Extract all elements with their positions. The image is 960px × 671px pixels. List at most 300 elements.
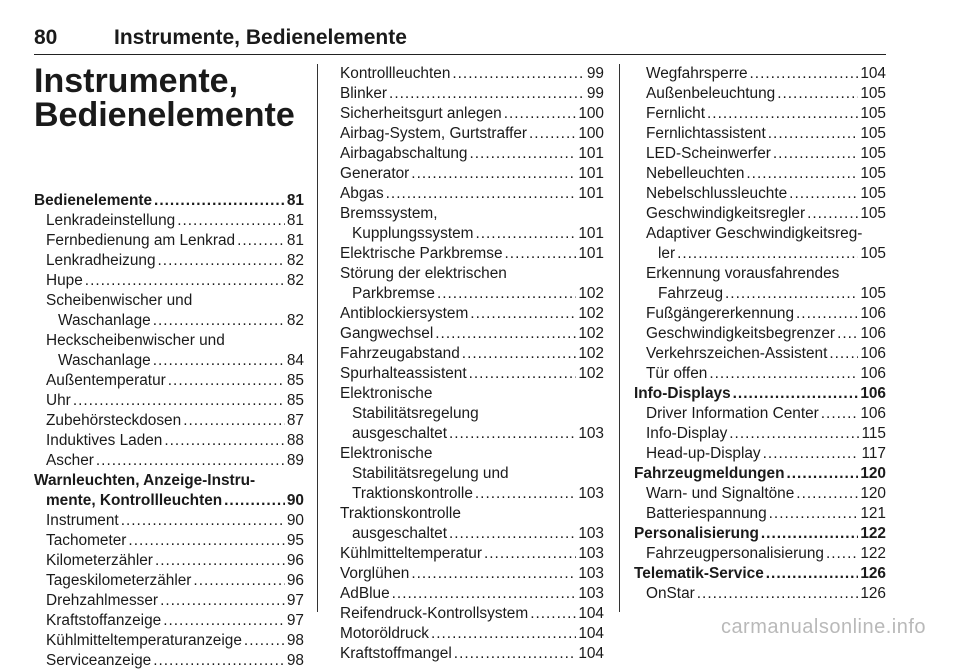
dot-leader xyxy=(763,444,860,464)
toc-entry-text: Info-Display xyxy=(646,425,728,442)
dot-leader xyxy=(389,84,585,104)
toc-page-number: 117 xyxy=(861,445,886,462)
toc-page-number: 104 xyxy=(578,645,604,662)
dot-leader xyxy=(529,124,576,144)
toc-entry[interactable] xyxy=(34,331,304,371)
toc-page-number: 96 xyxy=(286,552,304,569)
toc-entry-text: Traktionskontrolle xyxy=(352,485,473,502)
toc-entry-text: Nebelschlussleuchte xyxy=(646,185,788,202)
dot-leader xyxy=(183,411,285,431)
toc-entry[interactable] xyxy=(634,344,886,364)
dot-leader xyxy=(244,631,285,651)
toc-page-number: 105 xyxy=(860,185,886,202)
toc-page-number: 82 xyxy=(286,312,304,329)
toc-entry[interactable] xyxy=(340,244,604,264)
dot-leader xyxy=(177,211,285,231)
dot-leader xyxy=(470,144,577,164)
dot-leader xyxy=(449,524,576,544)
toc-entry[interactable] xyxy=(340,584,604,604)
toc-entry[interactable] xyxy=(340,444,604,504)
toc-entry-text: Bedienelemente xyxy=(34,192,153,209)
toc-entry-text: Reifendruck-Kontrollsystem xyxy=(340,605,529,622)
toc-entry[interactable] xyxy=(34,611,304,631)
toc-entry-text: Generator xyxy=(340,165,410,182)
dot-leader xyxy=(787,464,859,484)
toc-page-number: 96 xyxy=(286,572,304,589)
toc-entry-text: Induktives Laden xyxy=(46,432,163,449)
toc-entry[interactable] xyxy=(340,544,604,564)
toc-entry-text: OnStar xyxy=(646,585,695,602)
toc-column-3 xyxy=(634,64,886,604)
dot-leader xyxy=(475,224,576,244)
toc-page-number: 101 xyxy=(578,225,604,242)
toc-page-number: 115 xyxy=(861,425,886,442)
toc-entry[interactable] xyxy=(634,264,886,304)
toc-entry[interactable] xyxy=(340,564,604,584)
toc-page-number: 101 xyxy=(578,185,604,202)
toc-entry[interactable] xyxy=(34,271,304,291)
toc-entry-text: ler xyxy=(658,245,676,262)
toc-entry-text: Nebelleuchten xyxy=(646,165,745,182)
toc-section-entry[interactable] xyxy=(634,564,886,584)
dot-leader xyxy=(392,584,577,604)
toc-page-number: 100 xyxy=(578,125,604,142)
toc-page-number: 102 xyxy=(578,365,604,382)
dot-leader xyxy=(411,164,576,184)
toc-entry-text: Info-Displays xyxy=(634,385,731,402)
dot-leader xyxy=(470,304,576,324)
toc-entry[interactable] xyxy=(340,644,604,664)
toc-entry[interactable] xyxy=(634,544,886,564)
toc-entry[interactable] xyxy=(634,144,886,164)
toc-page-number: 98 xyxy=(286,652,304,669)
toc-page-number: 81 xyxy=(286,192,304,209)
toc-page-number: 105 xyxy=(860,205,886,222)
dot-leader xyxy=(452,64,585,84)
toc-section-entry[interactable] xyxy=(634,464,886,484)
toc-entry-text: Kraftstoffanzeige xyxy=(46,612,162,629)
toc-entry[interactable] xyxy=(634,504,886,524)
toc-entry-text: Abgas xyxy=(340,185,384,202)
dot-leader xyxy=(153,351,285,371)
toc-page-number: 101 xyxy=(578,245,604,262)
toc-entry-text: AdBlue xyxy=(340,585,390,602)
toc-entry-text: Scheibenwischer und xyxy=(46,292,193,309)
toc-entry[interactable] xyxy=(634,484,886,504)
toc-page-number: 102 xyxy=(578,325,604,342)
toc-page-number: 102 xyxy=(578,305,604,322)
dot-leader xyxy=(96,451,285,471)
toc-entry-text: Gangwechsel xyxy=(340,325,434,342)
dot-leader xyxy=(677,244,858,264)
toc-page-number: 99 xyxy=(586,65,604,82)
toc-entry-text: Elektrische Parkbremse xyxy=(340,245,503,262)
dot-leader xyxy=(766,564,859,584)
toc-page-number: 120 xyxy=(860,485,886,502)
toc-entry[interactable] xyxy=(634,164,886,184)
dot-leader xyxy=(462,344,577,364)
toc-entry-text: Parkbremse xyxy=(352,285,435,302)
dot-leader xyxy=(769,504,859,524)
column-divider xyxy=(317,64,318,612)
toc-entry-text: Warnleuchten, Anzeige-Instru- xyxy=(34,472,256,489)
toc-entry-text: Tür offen xyxy=(646,365,708,382)
toc-entry[interactable] xyxy=(340,64,604,84)
toc-entry-text: Bremssystem, xyxy=(340,205,438,222)
toc-entry[interactable] xyxy=(340,364,604,384)
toc-entry-text: Instrument xyxy=(46,512,119,529)
chapter-title xyxy=(34,64,304,132)
toc-entry[interactable] xyxy=(340,184,604,204)
toc-entry-text: Kraftstoffmangel xyxy=(340,645,452,662)
toc-column-1 xyxy=(34,64,304,671)
dot-leader xyxy=(837,324,858,344)
toc-page-number: 87 xyxy=(286,412,304,429)
toc-page-number: 105 xyxy=(860,105,886,122)
dot-leader xyxy=(431,624,576,644)
dot-leader xyxy=(504,104,577,124)
dot-leader xyxy=(454,644,577,664)
toc-entry-text: Tageskilometerzähler xyxy=(46,572,192,589)
dot-leader xyxy=(505,244,577,264)
chapter-title-line: Instrumente, xyxy=(34,62,239,100)
toc-section-entry[interactable] xyxy=(634,524,886,544)
toc-page-number: 106 xyxy=(860,305,886,322)
toc-entry[interactable] xyxy=(634,224,886,264)
dot-leader xyxy=(725,284,858,304)
toc-page-number: 90 xyxy=(286,492,304,509)
toc-entry-text: Kupplungssystem xyxy=(352,225,474,242)
dot-leader xyxy=(437,284,576,304)
toc-entry-text: Lenkradheizung xyxy=(46,252,156,269)
toc-entry[interactable] xyxy=(340,104,604,124)
toc-entry-text: Kontrollleuchten xyxy=(340,65,451,82)
dot-leader xyxy=(155,551,285,571)
toc-page-number: 84 xyxy=(286,352,304,369)
dot-leader xyxy=(73,391,285,411)
toc-page-number: 104 xyxy=(578,625,604,642)
toc-page-number: 104 xyxy=(860,65,886,82)
toc-page-number: 101 xyxy=(578,145,604,162)
toc-entry[interactable] xyxy=(34,411,304,431)
toc-entry[interactable] xyxy=(34,451,304,471)
toc-entry-text: Kilometerzähler xyxy=(46,552,153,569)
toc-page-number: 122 xyxy=(860,525,886,542)
toc-entry-text: Außenbeleuchtung xyxy=(646,85,776,102)
dot-leader xyxy=(729,424,859,444)
toc-entry-text: Hupe xyxy=(46,272,83,289)
toc-page-number: 105 xyxy=(860,165,886,182)
toc-page-number: 106 xyxy=(860,325,886,342)
toc-entry[interactable] xyxy=(340,604,604,624)
toc-entry[interactable] xyxy=(340,264,604,304)
toc-entry[interactable] xyxy=(34,371,304,391)
dot-leader xyxy=(709,364,858,384)
toc-entry[interactable] xyxy=(34,231,304,251)
dot-leader xyxy=(768,124,859,144)
toc-entry[interactable] xyxy=(340,124,604,144)
toc-entry-text: Ascher xyxy=(46,452,94,469)
toc-entry[interactable] xyxy=(34,551,304,571)
toc-page-number: 85 xyxy=(286,392,304,409)
toc-entry[interactable] xyxy=(634,304,886,324)
dot-leader xyxy=(164,431,285,451)
toc-entry-text: Waschanlage xyxy=(58,312,151,329)
toc-entry-text: Head-up-Display xyxy=(646,445,761,462)
toc-entry[interactable] xyxy=(340,344,604,364)
toc-entries xyxy=(340,64,604,664)
toc-entry-text: Airbagabschaltung xyxy=(340,145,468,162)
toc-page-number: 126 xyxy=(860,585,886,602)
toc-entry-text: Airbag-System, Gurtstraffer xyxy=(340,125,528,142)
toc-page-number: 106 xyxy=(860,345,886,362)
toc-entry[interactable] xyxy=(340,324,604,344)
dot-leader xyxy=(807,204,858,224)
toc-page-number: 98 xyxy=(286,632,304,649)
toc-entry[interactable] xyxy=(34,211,304,231)
toc-entry[interactable] xyxy=(340,504,604,544)
dot-leader xyxy=(761,524,858,544)
toc-entry-text: Fahrzeugabstand xyxy=(340,345,460,362)
toc-entry-text: Vorglühen xyxy=(340,565,410,582)
toc-entry[interactable] xyxy=(34,631,304,651)
dot-leader xyxy=(697,584,859,604)
dot-leader xyxy=(826,544,858,564)
dot-leader xyxy=(154,191,285,211)
dot-leader xyxy=(168,371,285,391)
toc-entry-text: Spurhalteassistent xyxy=(340,365,467,382)
dot-leader xyxy=(733,384,859,404)
toc-entry-text: Erkennung vorausfahrendes xyxy=(646,265,840,282)
column-divider xyxy=(619,64,620,612)
toc-entry-text: Personalisierung xyxy=(634,525,759,542)
toc-entry[interactable] xyxy=(340,624,604,644)
toc-entry[interactable] xyxy=(34,651,304,671)
toc-entry[interactable] xyxy=(634,324,886,344)
dot-leader xyxy=(773,144,858,164)
dot-leader xyxy=(121,511,285,531)
toc-entry-text: Wegfahrsperre xyxy=(646,65,748,82)
dot-leader xyxy=(193,571,284,591)
toc-entry-text: ausgeschaltet xyxy=(352,525,447,542)
toc-entry[interactable] xyxy=(634,364,886,384)
toc-page-number: 106 xyxy=(860,385,886,402)
chapter-title-line: Bedienelemente xyxy=(34,96,295,134)
dot-leader xyxy=(237,231,285,251)
dot-leader xyxy=(530,604,576,624)
toc-entry-text: Warn- und Signaltöne xyxy=(646,485,795,502)
toc-entry[interactable] xyxy=(634,404,886,424)
toc-entry-text: Heckscheibenwischer und xyxy=(46,332,225,349)
toc-page-number: 101 xyxy=(578,165,604,182)
toc-page-number: 106 xyxy=(860,405,886,422)
toc-page-number: 103 xyxy=(578,425,604,442)
dot-leader xyxy=(746,164,858,184)
toc-section-entry[interactable] xyxy=(634,384,886,404)
toc-entry-text: Sicherheitsgurt anlegen xyxy=(340,105,502,122)
toc-entry-text: Uhr xyxy=(46,392,71,409)
toc-page-number: 105 xyxy=(860,285,886,302)
toc-entry[interactable] xyxy=(634,84,886,104)
toc-entry[interactable] xyxy=(340,84,604,104)
toc-entry[interactable] xyxy=(34,511,304,531)
watermark: carmanualsonline.info xyxy=(720,616,926,638)
running-title: Instrumente, Bedienelemente xyxy=(114,26,407,49)
dot-leader xyxy=(789,184,858,204)
toc-page-number: 106 xyxy=(860,365,886,382)
toc-entry-text: Fernlichtassistent xyxy=(646,125,766,142)
dot-leader xyxy=(469,364,577,384)
toc-page-number: 104 xyxy=(578,605,604,622)
toc-entry[interactable] xyxy=(34,391,304,411)
dot-leader xyxy=(777,84,858,104)
toc-page-number: 103 xyxy=(578,585,604,602)
toc-entry[interactable] xyxy=(634,184,886,204)
toc-entry-text: Antiblockiersystem xyxy=(340,305,469,322)
toc-entry-text: Außentemperatur xyxy=(46,372,166,389)
toc-page-number: 81 xyxy=(286,232,304,249)
toc-page-number: 121 xyxy=(860,505,886,522)
toc-entry[interactable] xyxy=(34,431,304,451)
toc-page-number: 81 xyxy=(286,212,304,229)
toc-page-number: 103 xyxy=(578,545,604,562)
toc-entry[interactable] xyxy=(34,531,304,551)
toc-page-number: 85 xyxy=(286,372,304,389)
toc-entry-text: Drehzahlmesser xyxy=(46,592,159,609)
toc-entry[interactable] xyxy=(340,164,604,184)
toc-entry-text: ausgeschaltet xyxy=(352,425,447,442)
dot-leader xyxy=(435,324,576,344)
toc-page-number: 99 xyxy=(586,85,604,102)
toc-column-2 xyxy=(340,64,604,664)
toc-entry-text: mente, Kontrollleuchten xyxy=(46,492,223,509)
toc-entry-text: Geschwindigkeitsbegrenzer xyxy=(646,325,836,342)
dot-leader xyxy=(796,304,858,324)
dot-leader xyxy=(411,564,576,584)
dot-leader xyxy=(153,311,285,331)
toc-page-number: 100 xyxy=(578,105,604,122)
page-header xyxy=(34,26,886,55)
dot-leader xyxy=(160,591,285,611)
toc-page-number: 97 xyxy=(286,612,304,629)
toc-entry-text: Fahrzeugmeldungen xyxy=(634,465,785,482)
toc-page-number: 105 xyxy=(860,85,886,102)
dot-leader xyxy=(484,544,576,564)
toc-entries xyxy=(34,191,304,671)
toc-page-number: 105 xyxy=(860,145,886,162)
toc-entries xyxy=(634,64,886,604)
toc-entry[interactable] xyxy=(634,64,886,84)
toc-entry[interactable] xyxy=(634,204,886,224)
toc-entry-text: Motoröldruck xyxy=(340,625,429,642)
dot-leader xyxy=(85,271,285,291)
toc-entry-text: Zubehörsteckdosen xyxy=(46,412,182,429)
toc-page-number: 90 xyxy=(286,512,304,529)
toc-page-number: 126 xyxy=(860,565,886,582)
toc-entry-text: Lenkradeinstellung xyxy=(46,212,176,229)
toc-entry[interactable] xyxy=(634,444,886,464)
toc-page-number: 95 xyxy=(286,532,304,549)
toc-page-number: 82 xyxy=(286,272,304,289)
toc-entry-text: Driver Information Center xyxy=(646,405,819,422)
toc-entry-text: Adaptiver Geschwindigkeitsreg- xyxy=(646,225,863,242)
toc-page-number: 105 xyxy=(860,245,886,262)
dot-leader xyxy=(128,531,284,551)
toc-page-number: 88 xyxy=(286,432,304,449)
toc-entry-text: Kühlmitteltemperatur xyxy=(340,545,482,562)
toc-entry-text: Fußgängererkennung xyxy=(646,305,795,322)
dot-leader xyxy=(158,251,285,271)
toc-page-number: 103 xyxy=(578,485,604,502)
toc-entry-text: Fahrzeug xyxy=(658,285,724,302)
toc-entry-text: LED-Scheinwerfer xyxy=(646,145,771,162)
dot-leader xyxy=(475,484,576,504)
toc-entry[interactable] xyxy=(634,584,886,604)
toc-page-number: 102 xyxy=(578,345,604,362)
toc-entry-text: Traktionskontrolle xyxy=(340,505,461,522)
toc-page-number: 82 xyxy=(286,252,304,269)
toc-page-number: 103 xyxy=(578,525,604,542)
toc-entry-text: Stabilitätsregelung xyxy=(352,405,479,422)
toc-entry[interactable] xyxy=(634,424,886,444)
dot-leader xyxy=(224,491,285,511)
toc-entry[interactable] xyxy=(340,144,604,164)
toc-section-entry[interactable] xyxy=(34,191,304,211)
toc-entry[interactable] xyxy=(634,124,886,144)
dot-leader xyxy=(449,424,576,444)
toc-entry-text: Fahrzeugpersonalisierung xyxy=(646,545,824,562)
toc-page-number: 105 xyxy=(860,125,886,142)
toc-entry[interactable] xyxy=(34,591,304,611)
toc-page-number: 120 xyxy=(860,465,886,482)
toc-entry-text: Serviceanzeige xyxy=(46,652,152,669)
dot-leader xyxy=(821,404,859,424)
toc-entry-text: Telematik-Service xyxy=(634,565,764,582)
toc-entry-text: Verkehrszeichen-Assistent xyxy=(646,345,828,362)
toc-entry-text: Kühlmitteltemperaturanzeige xyxy=(46,632,242,649)
toc-section-entry[interactable] xyxy=(34,471,304,511)
toc-page-number: 122 xyxy=(860,545,886,562)
page-number: 80 xyxy=(34,26,58,49)
toc-entry[interactable] xyxy=(340,304,604,324)
dot-leader xyxy=(829,344,858,364)
dot-leader xyxy=(386,184,577,204)
toc-page-number: 103 xyxy=(578,565,604,582)
dot-leader xyxy=(707,104,858,124)
toc-entry[interactable] xyxy=(34,251,304,271)
dot-leader xyxy=(153,651,285,671)
toc-entry[interactable] xyxy=(340,384,604,444)
dot-leader xyxy=(163,611,285,631)
toc-entry-text: Fernbedienung am Lenkrad xyxy=(46,232,236,249)
toc-entry-text: Waschanlage xyxy=(58,352,151,369)
toc-entry[interactable] xyxy=(340,204,604,244)
toc-entry-text: Elektronische xyxy=(340,445,433,462)
toc-entry-text: Batteriespannung xyxy=(646,505,767,522)
toc-entry-text: Elektronische xyxy=(340,385,433,402)
dot-leader xyxy=(750,64,859,84)
toc-entry-text: Stabilitätsregelung und xyxy=(352,465,509,482)
dot-leader xyxy=(796,484,858,504)
toc-page-number: 97 xyxy=(286,592,304,609)
toc-page-number: 89 xyxy=(286,452,304,469)
toc-entry[interactable] xyxy=(34,291,304,331)
toc-entry-text: Störung der elektrischen xyxy=(340,265,507,282)
toc-entry-text: Tachometer xyxy=(46,532,127,549)
toc-entry[interactable] xyxy=(634,104,886,124)
toc-entry[interactable] xyxy=(34,571,304,591)
toc-entry-text: Fernlicht xyxy=(646,105,706,122)
